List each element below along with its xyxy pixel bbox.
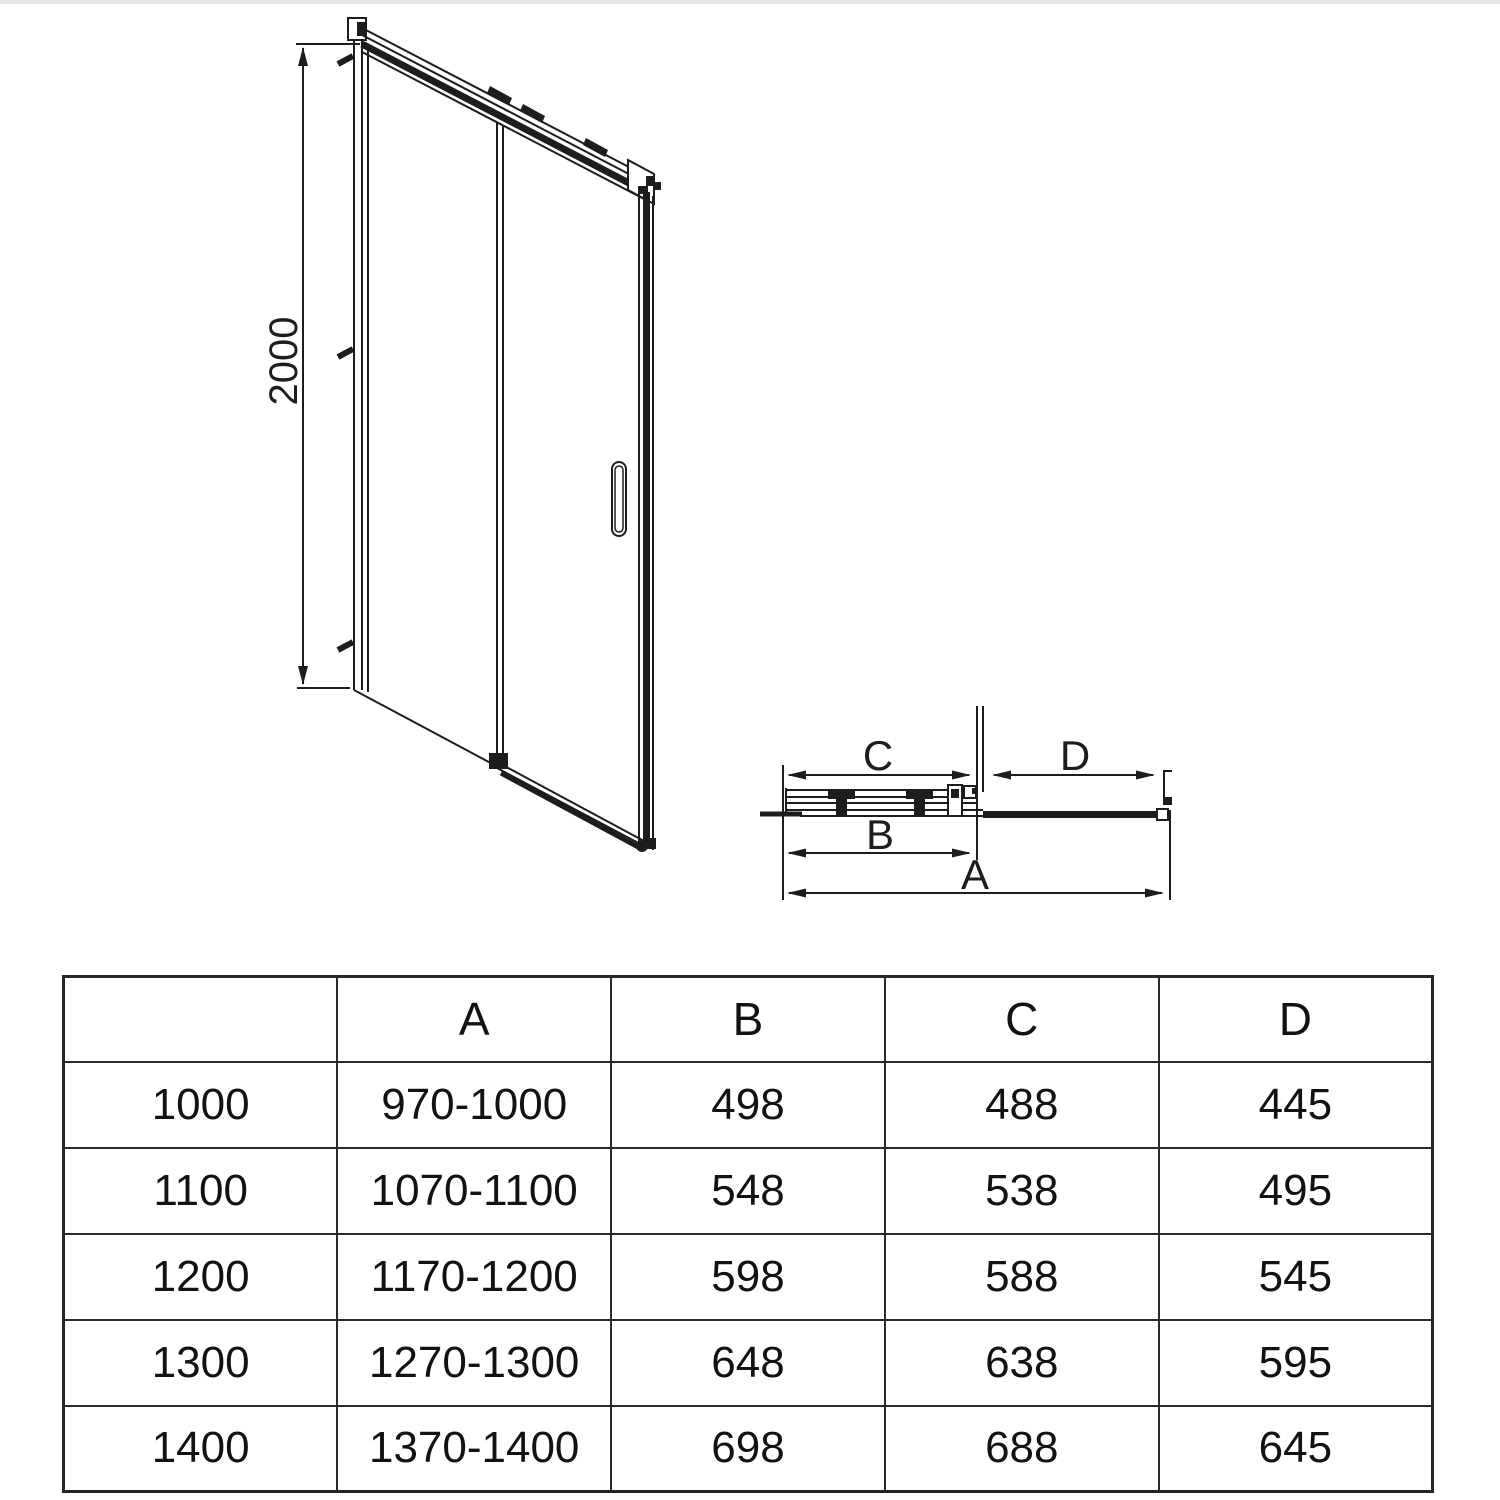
table-row [64, 1234, 1433, 1320]
wall-anchor-tick [338, 56, 353, 64]
height-dimension [262, 44, 360, 688]
wall-anchor-tick [338, 642, 353, 650]
cell-c: 688 [885, 1406, 1159, 1492]
top-view [760, 706, 1172, 900]
cell-a: 1170-1200 [337, 1234, 611, 1320]
dimension-d [992, 732, 1155, 780]
cell-a: 970-1000 [337, 1062, 611, 1148]
cell-d: 495 [1159, 1148, 1433, 1234]
roller-bracket [583, 138, 608, 157]
header-c: C [885, 977, 1159, 1062]
table-header-row [64, 977, 1433, 1062]
track-assembly [760, 785, 1168, 820]
door-handle-inner [615, 466, 623, 532]
row-size-label: 1300 [64, 1320, 338, 1406]
dim-c-label: C [862, 732, 894, 779]
table-row [64, 1406, 1433, 1492]
roller-carriage-stem [914, 799, 925, 816]
bottom-rail [489, 753, 656, 852]
wall-profile [338, 18, 366, 690]
wall-anchor-tick [338, 349, 353, 357]
cell-d: 445 [1159, 1062, 1433, 1148]
frame-foot [643, 838, 656, 849]
table-row [64, 1320, 1433, 1406]
cell-c: 588 [885, 1234, 1159, 1320]
cell-b: 648 [611, 1320, 885, 1406]
top-rail [362, 28, 661, 204]
table-row [64, 1148, 1433, 1234]
dimension-b [787, 811, 971, 858]
table-row [64, 1062, 1433, 1148]
panel-end-cap [1157, 809, 1168, 820]
row-size-label: 1400 [64, 1406, 338, 1492]
cell-b: 598 [611, 1234, 885, 1320]
size-table [62, 975, 1434, 1493]
height-dimension-label: 2000 [262, 316, 306, 406]
cell-b: 498 [611, 1062, 885, 1148]
row-size-label: 1100 [64, 1148, 338, 1234]
cell-d: 545 [1159, 1234, 1433, 1320]
roller-carriage [906, 790, 933, 799]
cell-a: 1270-1300 [337, 1320, 611, 1406]
cell-d: 645 [1159, 1406, 1433, 1492]
dim-b-label: B [865, 811, 895, 858]
dim-a-label: A [960, 851, 990, 898]
dim-d-label: D [1059, 732, 1091, 779]
cell-d: 595 [1159, 1320, 1433, 1406]
cell-c: 538 [885, 1148, 1159, 1234]
header-a: A [337, 977, 611, 1062]
sliding-door [497, 122, 653, 850]
fixed-glass-panel [983, 811, 1163, 818]
cell-b: 698 [611, 1406, 885, 1492]
dimension-a [787, 851, 1164, 898]
bottom-guide-block [489, 753, 508, 769]
row-size-label: 1200 [64, 1234, 338, 1320]
cell-c: 488 [885, 1062, 1159, 1148]
dimension-c [787, 732, 971, 780]
cell-a: 1070-1100 [337, 1148, 611, 1234]
door-right-frame-bar [643, 192, 650, 846]
fixed-panel-bottom-edge [354, 690, 500, 768]
header-size [64, 977, 338, 1062]
cell-b: 548 [611, 1148, 885, 1234]
roller-carriage [828, 790, 855, 799]
front-view [262, 18, 661, 852]
roller-carriage-stem [836, 799, 847, 816]
cell-a: 1370-1400 [337, 1406, 611, 1492]
fixed-panel [354, 45, 500, 768]
header-d: D [1159, 977, 1433, 1062]
header-b: B [611, 977, 885, 1062]
row-size-label: 1000 [64, 1062, 338, 1148]
cell-c: 638 [885, 1320, 1159, 1406]
